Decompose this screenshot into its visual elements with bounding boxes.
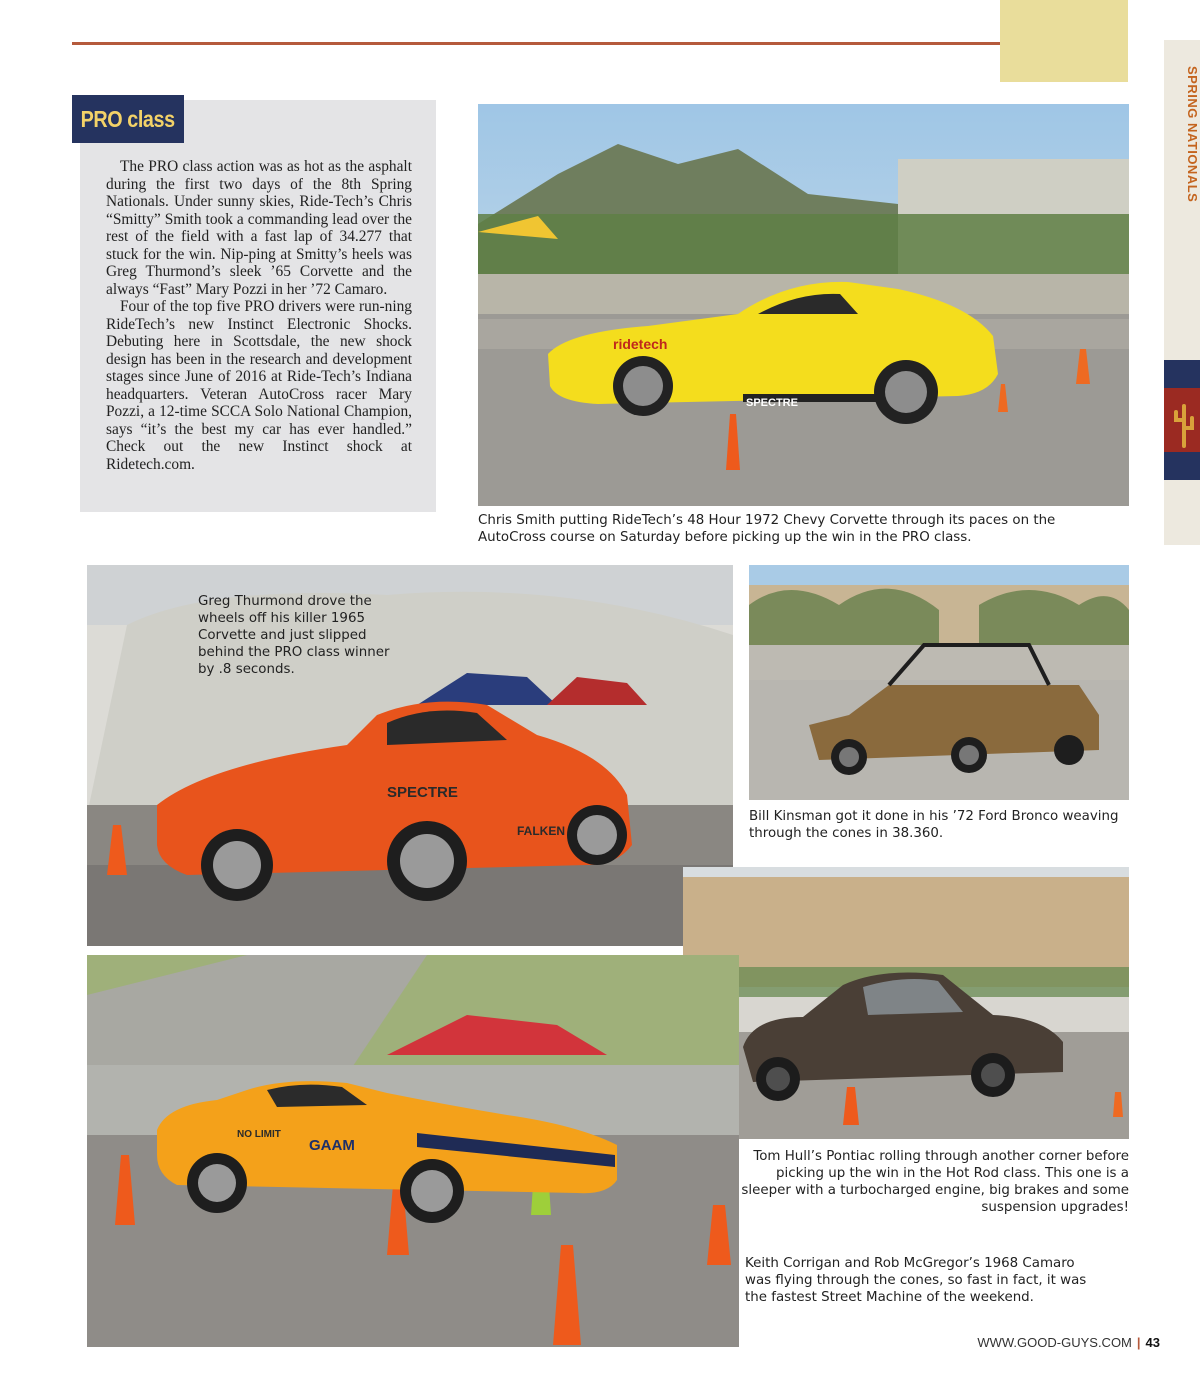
corvette-1965-photo xyxy=(87,565,733,946)
section-label: SPRING NATIONALS xyxy=(1185,66,1200,203)
corner-color-block xyxy=(1000,0,1128,82)
corvette-1972-caption: Chris Smith putting RideTech’s 48 Hour 1972 Chevy Corvette through its paces on the AutoCross course on Saturday before picking up the win in the PRO class. xyxy=(478,513,1056,545)
article-paragraph: Four of the top five PRO drivers were run-ning RideTech’s new Instinct Electronic Shocks. Debuting here in Scottsdale, the new shock design has been in the research and development stages since June of 2016 at Ride-Tech’s Indiana headquarters. Veteran AutoCross racer Mary Pozzi, a 12-time SCCA Solo National Champion, says “it’s the best my car has ever handled.” Check out the new Instinct shock at Ridetech.com. xyxy=(106,298,412,473)
pro-class-article xyxy=(106,158,412,473)
footer-divider: | xyxy=(1136,1335,1141,1350)
corvette-1972-photo xyxy=(478,104,1129,506)
page-footer xyxy=(900,1335,1160,1350)
falken-decal: FALKEN xyxy=(517,824,565,838)
pro-class-title: PRO class xyxy=(80,105,175,132)
spectre-decal: SPECTRE xyxy=(387,784,458,801)
header-rule xyxy=(72,42,1000,45)
bronco-caption: Bill Kinsman got it done in his ’72 Ford Bronco weaving through the cones in 38.360. xyxy=(749,809,1119,841)
gaam-decal: GAAM xyxy=(309,1137,355,1154)
ridetech-decal: ridetech xyxy=(613,336,668,352)
no-limit-decal: NO LIMIT xyxy=(237,1129,281,1140)
footer-site-link[interactable]: WWW.GOOD-GUYS.COM xyxy=(977,1335,1132,1350)
camaro-caption: Keith Corrigan and Rob McGregor’s 1968 Camaro was flying through the cones, so fast in fact, it was the fastest Street Machine of the weekend. xyxy=(745,1256,1087,1305)
camaro-photo xyxy=(87,955,739,1347)
pontiac-caption: Tom Hull’s Pontiac rolling through another corner before picking up the win in the Hot Rod class. This one is a sleeper with a turbocharged engine, big brakes and some suspension upgrades! xyxy=(741,1149,1129,1215)
bronco-photo xyxy=(749,565,1129,800)
corvette-1965-caption: Greg Thurmond drove the wheels off his killer 1965 Corvette and just slipped behind the PRO class winner by .8 seconds. xyxy=(198,594,390,677)
pro-class-title-box xyxy=(72,95,184,143)
cactus-emblem-icon xyxy=(1164,360,1200,480)
page-number: 43 xyxy=(1145,1335,1160,1350)
pontiac-photo xyxy=(683,867,1129,1139)
article-paragraph: The PRO class action was as hot as the asphalt during the first two days of the 8th Spring Nationals. Under sunny skies, Ride-Tech’s Chris “Smitty” Smith took a commanding lead over the rest of the field with a fast lap of 34.277 that stuck for the win. Nip-ping at Smitty’s heels was Greg Thurmond’s sleek ’65 Corvette and the always “Fast” Mary Pozzi in her ’72 Camaro. xyxy=(106,158,412,298)
spectre-decal: SPECTRE xyxy=(746,397,798,409)
